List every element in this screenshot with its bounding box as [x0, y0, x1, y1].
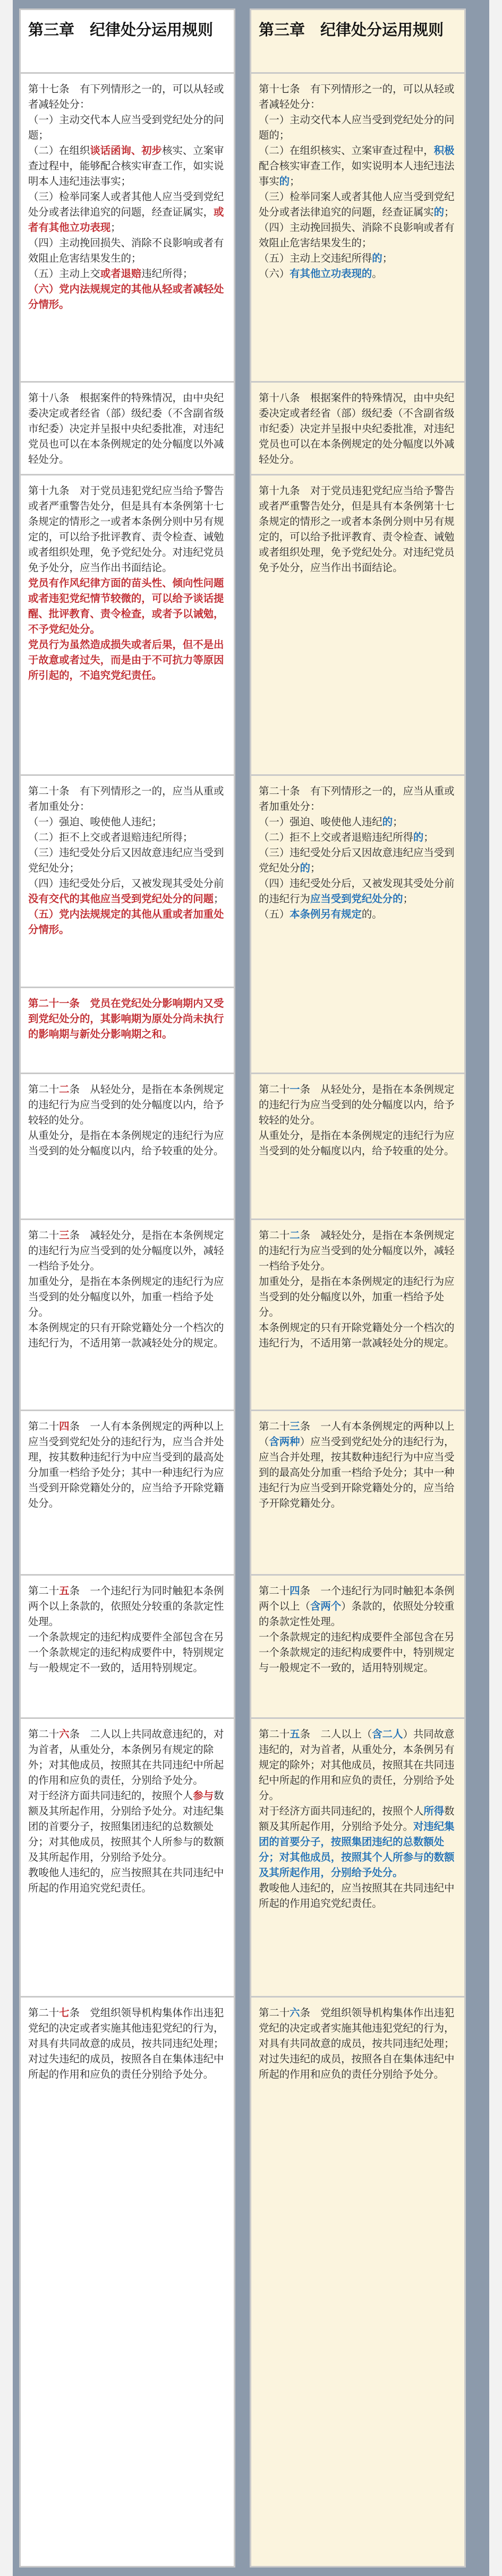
text-segment: 。 [372, 267, 382, 280]
paragraph [28, 483, 226, 575]
added-text: （六） [28, 283, 59, 295]
paragraph [28, 189, 226, 235]
text-segment: 本条例规定的只有开除党籍处分一个档次的违纪行为，不适用第一款减轻处分的规定。 [259, 1321, 455, 1349]
article-17 [251, 74, 464, 383]
text-segment: 第二十 [259, 1083, 290, 1095]
added-text: 党员行为虽然造成损失或者后果，但不是出于故意或者过失，而是由于不可抗力等原因所引起的，不追究党纪责任。 [28, 638, 224, 681]
changed-text: 的 [413, 831, 424, 843]
paragraph [259, 143, 457, 189]
changed-text: 四 [290, 1585, 300, 1597]
added-text: 二 [59, 1083, 70, 1095]
text-segment: 条 一人有本条例规定的两种以上（ [259, 1420, 455, 1448]
text-segment: 第二十条 有下列情形之一的，应当从重或者加重处分： [28, 785, 224, 812]
article-20 [21, 776, 234, 988]
text-segment: 条 一人有本条例规定的两种以上应当受到党纪处分的违纪行为，应当合并处理，按其数种违纪行为中应当受到的最高处分加重一档给予处分；其中一种违纪行为应当受到开除党籍处分的，应当给予开除党籍处分。 [28, 1420, 224, 1509]
text-segment: 第二十 [259, 2007, 290, 2019]
changed-text: 含二人 [372, 1728, 403, 1740]
text-segment: （一）主动交代本人应当受到党纪处分的问题的； [259, 114, 455, 141]
text-segment: 第二十 [28, 1420, 59, 1432]
paragraph [259, 1320, 457, 1351]
text-segment: （三）检举同案人或者其他人应当受到党纪处分或者法律追究的问题，经查证属实， [28, 191, 224, 218]
changed-text: 有其他立功表现的 [290, 267, 372, 280]
article-23 [21, 1220, 234, 1411]
text-segment: （二）在组织核实、立案审查过程中， [259, 144, 434, 157]
text-segment: （二）在组织 [28, 144, 90, 157]
text-segment: ； [393, 816, 403, 828]
added-text: （五） [28, 908, 59, 920]
changed-text: 本条例另有规定 [290, 908, 362, 920]
text-segment: ； [423, 831, 434, 843]
article-21 [251, 1074, 464, 1220]
text-segment: ； [110, 221, 121, 234]
paragraph [259, 1880, 457, 1911]
text-segment: （五）主动上交 [28, 267, 100, 280]
paragraph [28, 266, 226, 281]
text-segment: 第二十 [28, 2007, 59, 2019]
changed-text: 含两种 [269, 1436, 300, 1448]
text-segment: （三）检举同案人或者其他人应当受到党纪处分或者法律追究的问题，经查证属实 [259, 191, 455, 218]
article-18 [251, 383, 464, 476]
article-19 [21, 476, 234, 776]
paragraph [259, 112, 457, 143]
text-segment: ； [290, 175, 300, 187]
text-segment: 核实、立案审查过程中，能够配合核实审查工作，如实说明本人违纪违法事实； [28, 144, 224, 187]
text-segment: 一个条款规定的违纪构成要件全部包含在另一个条款规定的违纪构成要件中，特别规定与一般规定不一致的，适用特别规定。 [259, 1631, 455, 1674]
paragraph [28, 1788, 226, 1865]
paragraph [259, 483, 457, 575]
changed-text: 的 [433, 206, 445, 218]
article-26 [251, 1998, 464, 2566]
paragraph [259, 2005, 457, 2082]
paragraph [259, 1726, 457, 1803]
text-segment: ； [382, 252, 393, 264]
text-segment: 条 从轻处分，是指在本条例规定的违纪行为应当受到的处分幅度以内，给予较轻的处分。 [28, 1083, 224, 1126]
changed-text: 三 [290, 1420, 300, 1432]
text-segment: （四）主动挽回损失、消除不良影响或者有效阻止危害结果发生的； [259, 221, 455, 249]
right-edge-stripe [489, 0, 502, 2576]
paragraph [259, 220, 457, 250]
added-text: 六 [59, 1728, 70, 1740]
new-version-column [19, 8, 235, 2568]
paragraph [28, 1583, 226, 1629]
paragraph [28, 814, 226, 829]
article-19 [251, 476, 464, 776]
text-segment: ； [214, 893, 224, 905]
text-segment: 从重处分，是指在本条例规定的违纪行为应当受到的处分幅度以内，给予较重的处分。 [28, 1129, 224, 1157]
changed-text: 应当受到党纪处分的 [310, 893, 403, 905]
paragraph [259, 250, 457, 266]
changed-text: 的 [382, 816, 393, 828]
text-segment: （一）强迫、唆使他人违纪； [28, 816, 163, 828]
text-segment: （四）违纪受处分后，又被发现其受处分前的违纪行为 [259, 877, 455, 905]
text-segment: 条 二人以上（ [300, 1728, 372, 1740]
paragraph [28, 1228, 226, 1274]
text-segment: 第十八条 根据案件的特殊情况，由中央纪委决定或者经省（部）级纪委（不含副省级市纪委）决定并呈报中央纪委批准，对违纪党员也可以在本条例规定的处分幅度以外减轻处分。 [259, 392, 455, 465]
changed-text: 一 [290, 1083, 300, 1095]
changed-text: 六 [290, 2007, 300, 2019]
text-segment: （一）主动交代本人应当受到党纪处分的问题； [28, 114, 224, 141]
text-segment: 对于经济方面共同违纪的，按照个人 [259, 1805, 424, 1817]
article-17 [21, 74, 234, 383]
paragraph [259, 906, 457, 922]
text-segment: 数额及其所起作用，分别给予处分。对违纪集团的首要分子，按照集团违纪的总数额处分；对其他成员，按照其个人所参与的数额及其所起作用，分别给予处分。 [28, 1790, 224, 1863]
paragraph [28, 906, 226, 937]
text-segment: 第十八条 根据案件的特殊情况，由中央纪委决定或者经省（部）级纪委（不含副省级市纪委）决定并呈报中央纪委批准，对违纪党员也可以在本条例规定的处分幅度以外减轻处分。 [28, 392, 224, 465]
paragraph [28, 112, 226, 143]
text-segment: 条 党组织领导机构集体作出违犯党纪的决定或者实施其他违犯党纪的行为，对具有共同故意的成员，按共同违纪处理；对过失违纪的成员，按照各自在集体违纪中所起的作用和应负的责任分别给予处分。 [28, 2007, 224, 2080]
paragraph [28, 783, 226, 814]
paragraph [28, 1629, 226, 1675]
text-segment: 第十九条 对于党员违犯党纪应当给予警告或者严重警告处分，但是具有本条例第十七条规定的情形之一或者本条例分则中另有规定的，可以给予批评教育、责令检查、诫勉或者组织处理，免予党纪处分。对违纪党员免予处分，应当作出书面结论。 [259, 485, 455, 574]
paragraph [28, 876, 226, 906]
text-segment: 第十七条 有下列情形之一的，可以从轻或者减轻处分： [259, 83, 455, 110]
text-segment: 条 减轻处分，是指在本条例规定的违纪行为应当受到的处分幅度以外，减轻一档给予处分。 [259, 1229, 455, 1272]
added-text: 党内法规规定的其他从轻或者减轻处分情形。 [28, 283, 224, 310]
paragraph [259, 266, 457, 281]
paragraph [28, 1865, 226, 1896]
text-segment: 第二十 [259, 1229, 290, 1241]
added-text: 七 [59, 2007, 70, 2019]
text-segment: （二）拒不上交或者退赔违纪所得； [28, 831, 193, 843]
text-segment: 第二十 [259, 1420, 290, 1432]
paragraph [28, 1320, 226, 1351]
changed-text: 对违纪集团的首要分子，按照集团违纪的总数额处分；对其他成员，按照其个人所参与的数额及其所起作用，分别给予处分。 [259, 1820, 455, 1879]
text-segment: ）应当受到党纪处分的违纪行为，应当合并处理，按其数种违纪行为中应当受到的最高处分加重一档给予处分；其中一种违纪行为应当受到开除党籍处分的，应当给予开除党籍处分。 [259, 1436, 455, 1509]
paragraph [28, 996, 226, 1042]
added-text: 第二十一条 党员在党纪处分影响期内又受到党纪处分的，其影响期为原处分尚未执行的影响期与新处分影响期之和。 [28, 997, 224, 1040]
paragraph [28, 1274, 226, 1320]
text-segment: （四）主动挽回损失、消除不良影响或者有效阻止危害结果发生的； [28, 237, 224, 264]
added-text: 四 [59, 1420, 70, 1432]
text-segment: 条 党组织领导机构集体作出违犯党纪的决定或者实施其他违犯党纪的行为，对具有共同故意的成员，按共同违纪处理；对过失违纪的成员，按照各自在集体违纪中所起的作用和应负的责任分别给予处分。 [259, 2007, 455, 2080]
article-26 [21, 1719, 234, 1998]
paragraph [28, 575, 226, 637]
paragraph [28, 81, 226, 112]
paragraph [259, 81, 457, 112]
article-21 [21, 988, 234, 1074]
added-text: 没有交代的其他应当受到党纪处分的问题 [28, 893, 214, 905]
text-segment: 第二十 [28, 1728, 59, 1740]
text-segment: 数额及其所起作用，分别给予处分。 [259, 1805, 455, 1832]
paragraph [28, 390, 226, 467]
text-segment: （六） [259, 267, 290, 280]
text-segment: 条 减轻处分，是指在本条例规定的违纪行为应当受到的处分幅度以外，减轻一档给予处分。 [28, 1229, 224, 1272]
text-segment: （五）主动上交违纪所得 [259, 252, 372, 264]
text-segment: 本条例规定的只有开除党籍处分一个档次的违纪行为，不适用第一款减轻处分的规定。 [28, 1321, 224, 1349]
text-segment: 加重处分，是指在本条例规定的违纪行为应当受到的处分幅度以外，加重一档给予处分。 [259, 1275, 455, 1318]
paragraph [259, 1082, 457, 1128]
text-segment: 条 一个违纪行为同时触犯本条例两个以上（ [259, 1585, 455, 1612]
text-segment: 条 二人以上共同故意违纪的，对为首者，从重处分，本条例另有规定的除外；对其他成员，按照其在共同违纪中所起的作用和应负的责任，分别给予处分。 [28, 1728, 224, 1786]
paragraph [259, 1583, 457, 1629]
article-24 [21, 1411, 234, 1576]
text-segment: （二）拒不上交或者退赔违纪所得 [259, 831, 413, 843]
text-segment: 第二十 [28, 1585, 59, 1597]
article-24 [251, 1576, 464, 1719]
paragraph [28, 1128, 226, 1159]
text-segment: ； [310, 862, 321, 874]
paragraph [259, 845, 457, 876]
article-25 [21, 1576, 234, 1719]
changed-text: 的 [372, 252, 382, 264]
paragraph [28, 2005, 226, 2082]
changed-text: 五 [290, 1728, 300, 1740]
changed-text: 含两个 [310, 1600, 342, 1612]
text-segment: 第二十 [259, 1585, 290, 1597]
paragraph [28, 143, 226, 189]
paragraph [259, 1629, 457, 1675]
text-segment: 第十七条 有下列情形之一的，可以从轻或者减轻处分： [28, 83, 224, 110]
text-segment: 从重处分，是指在本条例规定的违纪行为应当受到的处分幅度以内，给予较重的处分。 [259, 1129, 455, 1157]
text-segment: 对于经济方面共同违纪的，按照个人 [28, 1790, 193, 1802]
article-18 [21, 383, 234, 476]
changed-text: 的 [300, 862, 310, 874]
article-23 [251, 1411, 464, 1576]
text-segment: 第二十 [28, 1229, 59, 1241]
added-text: 或者有其他立功表现 [28, 206, 224, 234]
paragraph [259, 783, 457, 814]
changed-text: 所得 [423, 1805, 445, 1817]
changed-text: 积极 [433, 144, 455, 157]
left-edge-stripe [0, 0, 13, 2576]
added-text: 参与 [193, 1790, 214, 1802]
text-segment: 第二十 [259, 1728, 290, 1740]
chapter-title: 第三章 纪律处分运用规则 [251, 10, 464, 74]
paragraph [28, 637, 226, 683]
added-text: 谈话函询、初步 [90, 144, 163, 157]
added-text: 党员有作风纪律方面的苗头性、倾向性问题或者违犯党纪情节较微的，可以给予谈话提醒、批评教育、责令检查，或者予以诫勉，不予党纪处分。 [28, 577, 224, 635]
old-version-column [250, 8, 466, 2568]
text-segment: 的。 [361, 908, 382, 920]
text-segment: （三）违纪受处分后又因故意违纪应当受到党纪处分； [28, 846, 224, 874]
text-segment: ； [444, 206, 455, 218]
text-segment: 配合核实审查工作，如实说明本人违纪违法事实 [259, 160, 455, 187]
paragraph [28, 845, 226, 876]
article-27 [21, 1998, 234, 2566]
text-segment: ）条款的，依照处分较重的条款定性处理。 [259, 1600, 455, 1628]
text-segment: （三）违纪受处分后又因故意违纪应当受到党纪处分 [259, 846, 455, 874]
chapter-title: 第三章 纪律处分运用规则 [21, 10, 234, 74]
article-22 [21, 1074, 234, 1220]
text-segment: 条 从轻处分，是指在本条例规定的违纪行为应当受到的处分幅度以内，给予较轻的处分。 [259, 1083, 455, 1126]
text-segment: （一）强迫、唆使他人违纪 [259, 816, 382, 828]
text-segment: （四）违纪受处分后，又被发现其受处分前 [28, 877, 224, 889]
text-segment: 第十九条 对于党员违犯党纪应当给予警告或者严重警告处分，但是具有本条例第十七条规定的情形之一或者本条例分则中另有规定的，可以给予批评教育、责令检查、诫勉或者组织处理，免予党纪处分。对违纪党员免予处分，应当作出书面结论。 [28, 485, 224, 574]
paragraph [259, 1274, 457, 1320]
paragraph [28, 281, 226, 312]
text-segment: 条 一个违纪行为同时触犯本条例两个以上条款的，依照处分较重的条款定性处理。 [28, 1585, 224, 1628]
text-segment: 第二十 [28, 1083, 59, 1095]
text-segment: 一个条款规定的违纪构成要件全部包含在另一个条款规定的违纪构成要件中，特别规定与一般规定不一致的，适用特别规定。 [28, 1631, 224, 1674]
text-segment: 加重处分，是指在本条例规定的违纪行为应当受到的处分幅度以外，加重一档给予处分。 [28, 1275, 224, 1318]
paragraph [28, 1082, 226, 1128]
article-20 [251, 776, 464, 1074]
paragraph [28, 1419, 226, 1511]
text-segment: 第二十条 有下列情形之一的，应当从重或者加重处分： [259, 785, 455, 812]
paragraph [28, 829, 226, 845]
paragraph [259, 1228, 457, 1274]
paragraph [259, 829, 457, 845]
paragraph [259, 1128, 457, 1159]
text-segment: 教唆他人违纪的，应当按照其在共同违纪中所起的作用追究党纪责任。 [259, 1882, 455, 1909]
text-segment: ； [403, 893, 413, 905]
paragraph [28, 1726, 226, 1788]
paragraph [28, 235, 226, 266]
text-segment: 教唆他人违纪的，应当按照其在共同违纪中所起的作用追究党纪责任。 [28, 1866, 224, 1894]
added-text: 或者退赔 [100, 267, 142, 280]
paragraph [259, 1419, 457, 1511]
added-text: 党内法规规定的其他从重或者加重处分情形。 [28, 908, 224, 936]
changed-text: 二 [290, 1229, 300, 1241]
paragraph [259, 390, 457, 467]
article-22 [251, 1220, 464, 1411]
paragraph [259, 876, 457, 906]
added-text: 三 [59, 1229, 70, 1241]
changed-text: 的 [279, 175, 290, 187]
text-segment: ）共同故意违纪的，对为首者，从重处分，本条例另有规定的除外；对其他成员，按照其在共同违纪中所起的作用和应负的责任，分别给予处分。 [259, 1728, 455, 1802]
paragraph [259, 189, 457, 220]
text-segment: （五） [259, 908, 290, 920]
text-segment: 违纪所得； [141, 267, 193, 280]
article-25 [251, 1719, 464, 1998]
paragraph [259, 814, 457, 829]
paragraph [259, 1803, 457, 1880]
added-text: 五 [59, 1585, 70, 1597]
